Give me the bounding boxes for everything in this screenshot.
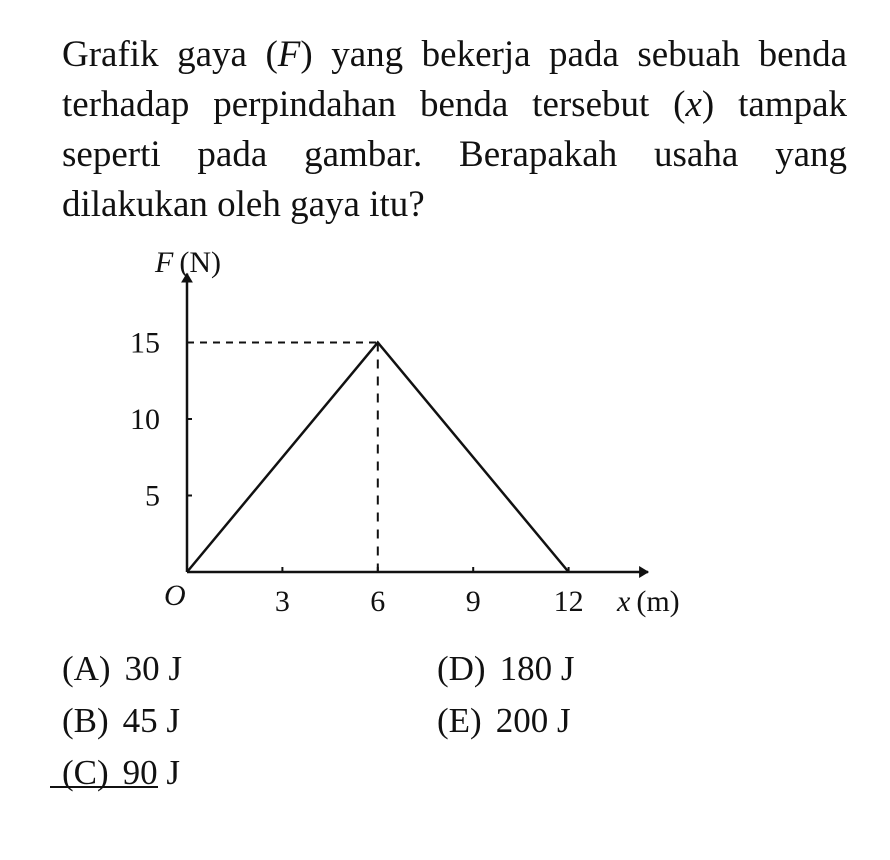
- force-variable: F: [277, 34, 301, 75]
- x-tick-label-6: 6: [370, 585, 386, 618]
- question-part-3: ) tampak seperti pada gambar. Berapakah usaha yang dilakukan oleh gaya itu?: [62, 84, 847, 225]
- x-tick-label-12: 12: [553, 585, 584, 618]
- option-c-value: 90 J: [122, 753, 181, 792]
- option-a-value: 30 J: [124, 649, 182, 688]
- option-a[interactable]: [62, 649, 182, 689]
- option-e-letter: (E): [437, 701, 482, 740]
- option-d[interactable]: [437, 649, 574, 689]
- selected-answer-underline: [50, 786, 158, 788]
- option-b-value: 45 J: [122, 701, 181, 740]
- option-d-letter: (D): [437, 649, 486, 688]
- option-b[interactable]: [62, 701, 180, 741]
- x-axis-label: x (m): [617, 585, 680, 618]
- option-e[interactable]: [437, 701, 571, 741]
- option-c-letter: (C): [62, 753, 109, 792]
- y-tick-label-10: 10: [130, 403, 160, 436]
- option-a-letter: (A): [62, 649, 111, 688]
- question-part-2: ) yang bekerja pada sebuah benda terhadap perpindahan benda tersebut (: [62, 34, 847, 125]
- question-part-1: Grafik gaya (: [62, 34, 278, 75]
- option-b-letter: (B): [62, 701, 109, 740]
- origin-label: O: [164, 579, 186, 612]
- x-tick-label-3: 3: [274, 585, 290, 618]
- displacement-variable: x: [685, 84, 702, 125]
- y-tick-label-5: 5: [145, 479, 160, 513]
- y-axis-label: F (N): [155, 246, 221, 279]
- option-d-value: 180 J: [499, 649, 575, 688]
- x-tick-label-9: 9: [465, 585, 481, 618]
- y-tick-label-15: 15: [130, 326, 160, 360]
- option-e-value: 200 J: [495, 701, 571, 740]
